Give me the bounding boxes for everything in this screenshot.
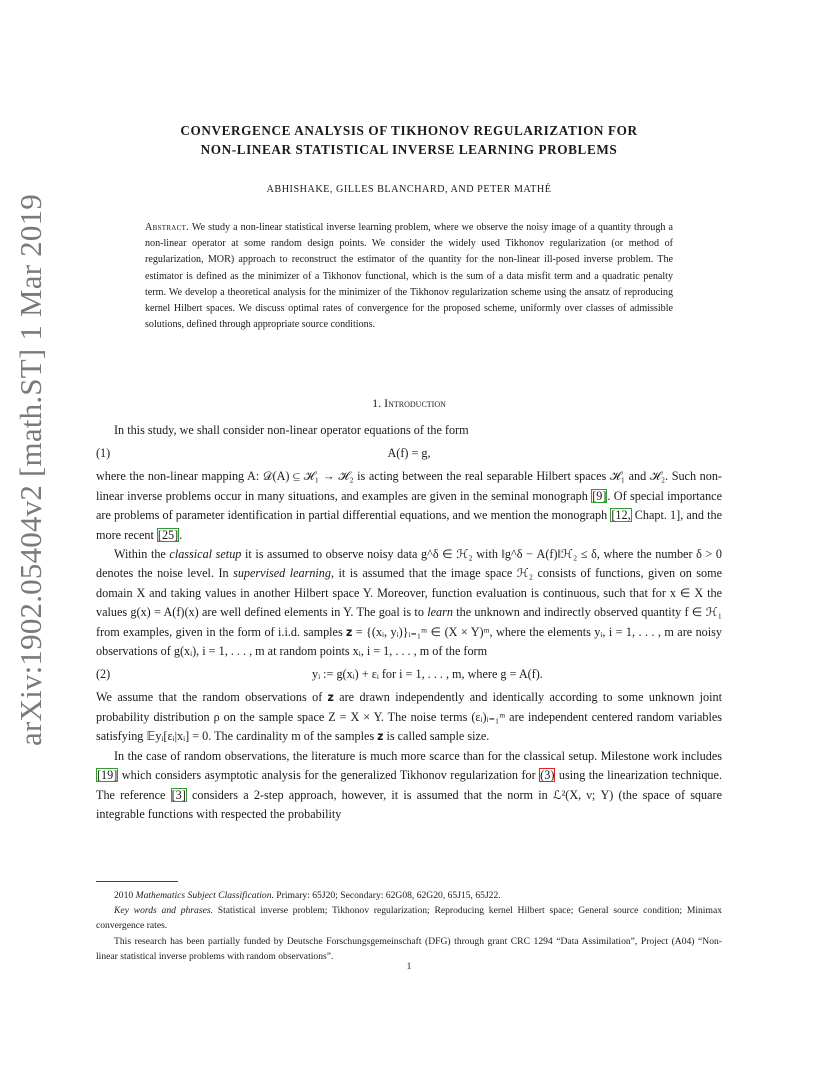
emphasis-classical-setup: classical setup bbox=[169, 547, 242, 562]
equation-2 bbox=[96, 661, 722, 688]
title-line-2: NON-LINEAR STATISTICAL INVERSE LEARNING PROBLEMS bbox=[200, 142, 618, 157]
paragraph-1: In this study, we shall consider non-linear operator equations of the form bbox=[114, 423, 469, 437]
paragraph-4: We assume that the random observations of 𝐳 are drawn independently and identically according to some unknown joint probability distribution ρ on the sample space Z = X × Y. The noise terms (εᵢ)ᵢ₌₁ᵐ are independent centered random variables satisfying 𝔼yᵢ[εᵢ|xᵢ] = 0. The cardinality m of the samples 𝐳 is called sample size. bbox=[96, 690, 722, 744]
equation-1-content: A(f) = g, bbox=[387, 446, 431, 461]
paragraph-3-text-b: it is assumed to observe noisy data g^δ ∈ ℋ₂ with ‖g^δ − A(f)‖ℋ₂ ≤ δ, where the number δ > 0 denotes the noise level. In bbox=[96, 547, 722, 581]
equation-number-1: (1) bbox=[96, 446, 111, 461]
page-number: 1 bbox=[406, 962, 412, 972]
footnote-funding: This research has been partially funded by Deutsche Forschungsgemeinschaft (DFG) through grant CRC 1294 “Data Assimilation”, Project (A04) “Non-linear statistical inverse problems with random observations”. bbox=[96, 935, 722, 962]
arxiv-sidebar bbox=[11, 194, 51, 746]
footnote-keywords-label: Key words and phrases. bbox=[114, 905, 213, 917]
emphasis-learn: learn bbox=[427, 605, 453, 620]
abstract bbox=[145, 220, 673, 333]
paragraph-5-text-c: using the linearization technique. The reference bbox=[96, 768, 722, 802]
footnote-classification-label: Mathematics Subject Classification. bbox=[135, 890, 274, 901]
equation-1 bbox=[96, 440, 722, 467]
paragraph-2-text-c: Chapt. 1], and the more recent bbox=[96, 508, 722, 542]
paragraph-3-text-c: , it is assumed that the image space ℋ₂ consists of functions, given on some domain X and taking values in another Hilbert space Y. Moreover, function evaluation is continuous, such that for x ∈ X the values g(x) = A(f)(x) are well defined elements in Y. The goal is to bbox=[96, 566, 722, 620]
citation-9[interactable]: [9] bbox=[592, 488, 607, 503]
author-list: ABHISHAKE, GILLES BLANCHARD, AND PETER MATHÉ bbox=[266, 184, 552, 195]
paragraph-3-text-a: Within the bbox=[114, 547, 170, 562]
abstract-text: We study a non-linear statistical inverse learning problem, where we observe the noisy image of a quantity through a non-linear operator at some random design points. We consider the widely used Tikhonov regularization (or method of regularization, MOR) approach to reconstruct the estimator of the quantity for the non-linear ill-posed inverse problem. The estimator is defined as the minimizer of a Tikhonov functional, which is the sum of a data misfit term and a quadratic penalty term. We develop a theoretical analysis for the minimizer of the Tikhonov regularization scheme using the ansatz of reproducing kernel Hilbert spaces. We discuss optimal rates of convergence for the proposed scheme, uniformly over classes of admissible solutions, defined through appropriate source conditions. bbox=[145, 222, 673, 331]
equation-reference-3[interactable]: (3) bbox=[540, 768, 555, 783]
title-line-1: CONVERGENCE ANALYSIS OF TIKHONOV REGULARIZATION FOR bbox=[180, 123, 638, 138]
paragraph-5-text-b: which considers asymptotic analysis for the generalized Tikhonov regularization for bbox=[118, 768, 540, 783]
citation-25[interactable]: [25] bbox=[157, 527, 179, 542]
paragraph-2-text-a: where the non-linear mapping A: 𝒟(A) ⊆ ℋ₁ → ℋ₂ is acting between the real separable Hilbert spaces ℋ₁ and ℋ₂. Such non-linear inverse problems occur in many situations, and examples are given in the seminal monograph bbox=[96, 469, 722, 503]
footnote-rule bbox=[96, 881, 178, 882]
section-number: 1. bbox=[372, 396, 382, 410]
paragraph-3-text-d: the unknown and indirectly observed quantity f ∈ ℋ₁ from examples, given in the form of i.i.d. samples 𝐳 = {(xᵢ, yᵢ)}ᵢ₌₁ᵐ ∈ (X × Y)ᵐ, where the elements yᵢ, i = 1, . . . , m are noisy observations of g(xᵢ), i = 1, . . . , m at random points xᵢ, i = 1, . . . , m of the form bbox=[96, 605, 723, 659]
body-text bbox=[96, 421, 722, 824]
section-title: Introduction bbox=[384, 396, 446, 410]
paragraph-5-text-d: considers a 2-step approach, however, it is assumed that the norm in ℒ²(X, ν; Y) (the space of square integrable functions with respected the probability bbox=[96, 787, 722, 821]
paragraph-5-text-a: In the case of random observations, the literature is much more scarce than for the classical setup. Milestone work includes bbox=[114, 748, 722, 763]
emphasis-supervised-learning: supervised learning bbox=[233, 566, 331, 581]
equation-number-2: (2) bbox=[96, 667, 111, 682]
footnote-keywords bbox=[96, 903, 722, 933]
paragraph-3 bbox=[96, 545, 722, 661]
paragraph-2-text-b: . Of special importance are problems of parameter identification in partial differential equations, and we mention the monograph bbox=[96, 488, 722, 523]
footnote-classification-text: Primary: 65J20; Secondary: 62G08, 62G20, 65J15, 65J22. bbox=[273, 890, 501, 901]
paragraph-2 bbox=[96, 467, 722, 545]
footnote-classification-prefix: 2010 bbox=[114, 890, 136, 901]
footnote-keywords-text: Statistical inverse problem; Tikhonov regularization; Reproducing kernel Hilbert space; General source condition; Minimax convergence rates. bbox=[96, 905, 722, 932]
footnotes bbox=[96, 888, 722, 964]
footnote-classification bbox=[96, 888, 722, 903]
citation-3[interactable]: [3] bbox=[171, 787, 186, 802]
paragraph-5 bbox=[96, 747, 722, 825]
equation-2-content: yᵢ := g(xᵢ) + εᵢ for i = 1, . . . , m, where g = A(f). bbox=[312, 667, 543, 682]
paragraph-2-text-d: . bbox=[179, 527, 183, 542]
paper-title bbox=[96, 121, 722, 159]
section-heading bbox=[96, 396, 722, 411]
abstract-label: Abstract. bbox=[145, 222, 190, 233]
citation-19[interactable]: [19] bbox=[97, 768, 118, 783]
citation-12[interactable]: [12, bbox=[611, 508, 631, 523]
arxiv-identifier: arXiv:1902.05404v2 [math.ST] 1 Mar 2019 bbox=[13, 194, 48, 746]
